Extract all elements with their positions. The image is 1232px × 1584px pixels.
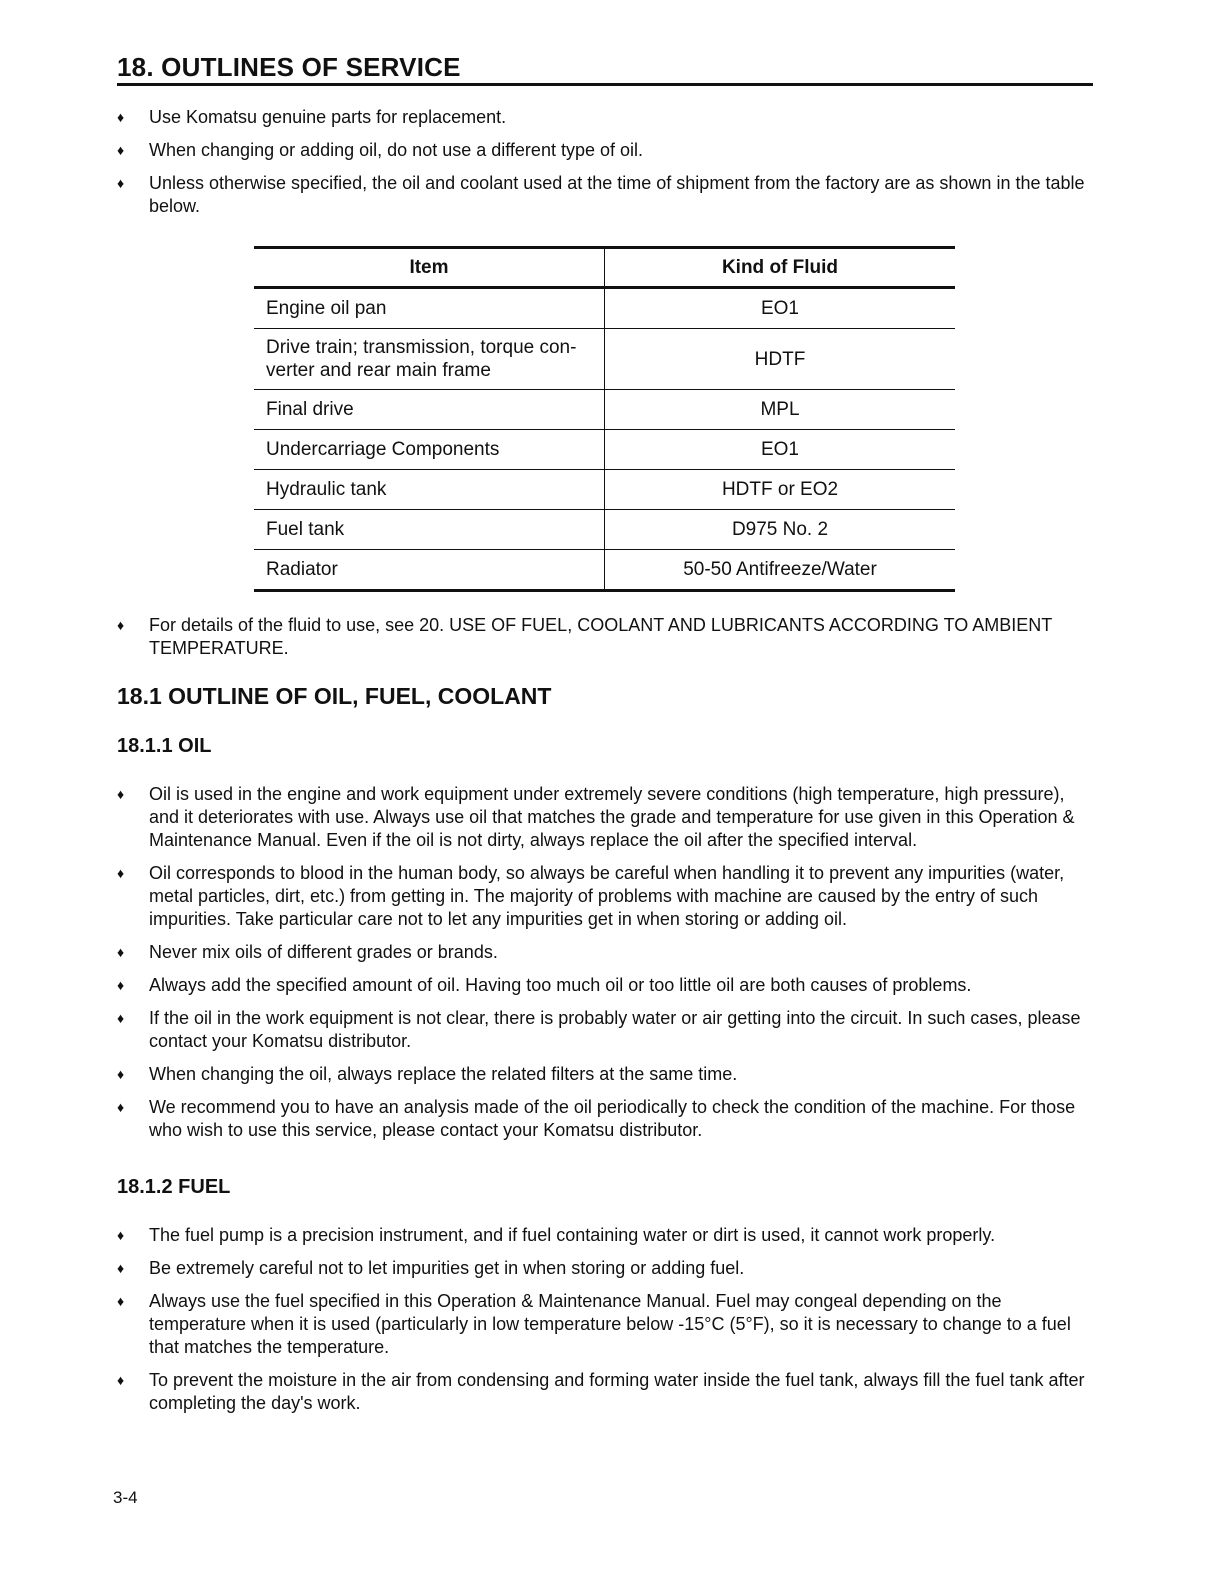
cell-kind: 50-50 Antifreeze/Water — [605, 550, 956, 591]
diamond-bullet-icon: ♦ — [117, 977, 125, 993]
table-row — [254, 550, 955, 591]
cell-item: Radiator — [254, 550, 605, 591]
note-bullet-list — [117, 614, 1093, 670]
cell-kind: EO1 — [605, 288, 956, 329]
table-row — [254, 470, 955, 510]
cell-item: Hydraulic tank — [254, 470, 605, 510]
table-row — [254, 510, 955, 550]
list-item: ♦ When changing or adding oil, do not use a different type of oil. — [117, 140, 643, 160]
cell-item: Undercarriage Components — [254, 430, 605, 470]
diamond-bullet-icon: ♦ — [117, 865, 125, 881]
list-item: ♦ To prevent the moisture in the air from condensing and forming water inside the fuel tank, always fill the fuel tank after completing the day's work. — [117, 1370, 1085, 1413]
fuel-bullet-list — [117, 1224, 1093, 1425]
list-item: ♦ Always use the fuel specified in this Operation & Maintenance Manual. Fuel may congeal depending on the temperature when it is used (particularly in low temperature below -15°C (5°F), so it is necessary to change to a fuel that matches the temperature. — [117, 1291, 1071, 1357]
diamond-bullet-icon: ♦ — [117, 1227, 125, 1243]
table-header-row — [254, 248, 955, 288]
diamond-bullet-icon: ♦ — [117, 1010, 125, 1026]
list-item: ♦ Oil is used in the engine and work equipment under extremely severe conditions (high temperature, high pressure), and it deteriorates with use. Always use oil that matches the grade and temperature for use given in this Operation & Maintenance Manual. Even if the oil is not dirty, always replace the oil after the specified interval. — [117, 784, 1075, 850]
cell-item: Final drive — [254, 390, 605, 430]
list-item: ♦ For details of the fluid to use, see 20. USE OF FUEL, COOLANT AND LUBRICANTS ACCORDING TO AMBIENT TEMPERATURE. — [117, 615, 1052, 658]
cell-item: Engine oil pan — [254, 288, 605, 329]
section-heading-18-1: 18.1 OUTLINE OF OIL, FUEL, COOLANT — [117, 683, 552, 709]
list-item: ♦ When changing the oil, always replace the related filters at the same time. — [117, 1064, 738, 1084]
list-item: ♦ We recommend you to have an analysis made of the oil periodically to check the condition of the machine. For those who wish to use this service, please contact your Komatsu distributor. — [117, 1097, 1076, 1140]
diamond-bullet-icon: ♦ — [117, 1293, 125, 1309]
subsection-heading-fuel: 18.1.2 FUEL — [117, 1176, 231, 1198]
page-number: 3-4 — [113, 1488, 138, 1507]
cell-kind: EO1 — [605, 430, 956, 470]
cell-kind: HDTF — [605, 329, 956, 390]
diamond-bullet-icon: ♦ — [117, 142, 125, 158]
diamond-bullet-icon: ♦ — [117, 1066, 125, 1082]
list-item: ♦ Unless otherwise specified, the oil and coolant used at the time of shipment from the factory are as shown in the table below. — [117, 173, 1085, 216]
diamond-bullet-icon: ♦ — [117, 944, 125, 960]
list-item: ♦ Use Komatsu genuine parts for replacement. — [117, 107, 507, 127]
table-row — [254, 329, 955, 390]
cell-kind: HDTF or EO2 — [605, 470, 956, 510]
column-header-item: Item — [254, 248, 605, 288]
diamond-bullet-icon: ♦ — [117, 1260, 125, 1276]
diamond-bullet-icon: ♦ — [117, 1099, 125, 1115]
subsection-heading-oil: 18.1.1 OIL — [117, 735, 212, 757]
cell-item: Drive train; transmission, torque con-verter and rear main frame — [254, 329, 605, 390]
list-item: ♦ If the oil in the work equipment is not clear, there is probably water or air getting into the circuit. In such cases, please contact your Komatsu distributor. — [117, 1008, 1081, 1051]
diamond-bullet-icon: ♦ — [117, 617, 125, 633]
list-item: ♦ Oil corresponds to blood in the human body, so always be careful when handling it to prevent any impurities (water, metal particles, dirt, etc.) from getting in. The majority of problems with machine are caused by the entry of such impurities. Take particular care not to let any impurities get in when storing or adding oil. — [117, 863, 1065, 929]
table-row — [254, 430, 955, 470]
diamond-bullet-icon: ♦ — [117, 109, 125, 125]
cell-item: Fuel tank — [254, 510, 605, 550]
intro-bullet-list — [117, 106, 1093, 228]
cell-kind: D975 No. 2 — [605, 510, 956, 550]
diamond-bullet-icon: ♦ — [117, 786, 125, 802]
list-item: ♦ Be extremely careful not to let impurities get in when storing or adding fuel. — [117, 1258, 745, 1278]
list-item: ♦ Never mix oils of different grades or brands. — [117, 942, 498, 962]
diamond-bullet-icon: ♦ — [117, 1372, 125, 1388]
table-row — [254, 390, 955, 430]
table-row — [254, 288, 955, 329]
list-item: ♦ Always add the specified amount of oil. Having too much oil or too little oil are both causes of problems. — [117, 975, 972, 995]
oil-bullet-list — [117, 783, 1093, 1152]
column-header-kind: Kind of Fluid — [605, 248, 956, 288]
diamond-bullet-icon: ♦ — [117, 175, 125, 191]
page-title: 18. OUTLINES OF SERVICE — [117, 52, 1093, 86]
list-item: ♦ The fuel pump is a precision instrument, and if fuel containing water or dirt is used, it cannot work properly. — [117, 1225, 996, 1245]
cell-kind: MPL — [605, 390, 956, 430]
fluid-table — [254, 246, 955, 592]
